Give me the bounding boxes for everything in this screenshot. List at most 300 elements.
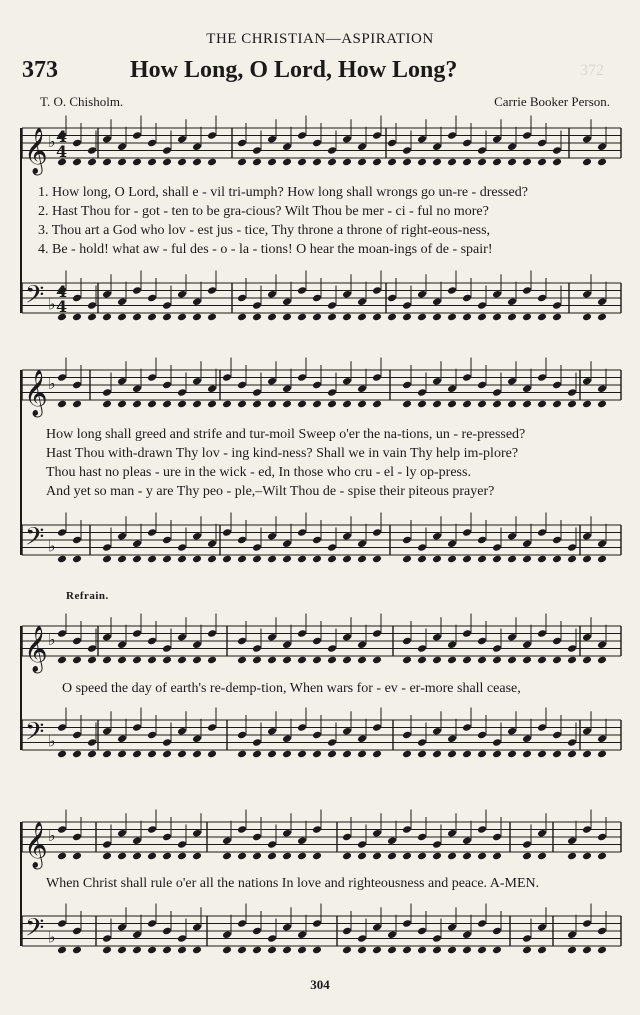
note-head <box>342 852 352 861</box>
note-head <box>192 852 202 861</box>
bass-clef: 𝄢 <box>25 280 45 316</box>
note-head <box>537 313 547 322</box>
note-head <box>192 313 202 322</box>
note-head <box>432 555 442 564</box>
note-head <box>192 400 202 409</box>
note-head <box>492 313 502 322</box>
note-head <box>582 946 592 955</box>
note-head <box>462 750 472 759</box>
time-signature-top: 4 <box>56 127 68 146</box>
note-head <box>87 750 97 759</box>
note-head <box>312 852 322 861</box>
note-head <box>447 852 457 861</box>
note-head <box>252 555 262 564</box>
note-head <box>252 750 262 759</box>
note-head <box>102 852 112 861</box>
note-head <box>597 400 607 409</box>
flat-sign: ♭ <box>48 536 56 556</box>
note-head <box>222 400 232 409</box>
note-head <box>297 946 307 955</box>
note-head <box>252 656 262 665</box>
note-head <box>537 400 547 409</box>
note-head <box>582 158 592 167</box>
note-head <box>462 656 472 665</box>
note-head <box>312 946 322 955</box>
note-head <box>207 313 217 322</box>
note-head <box>267 852 277 861</box>
note-head <box>537 750 547 759</box>
note-head <box>117 313 127 322</box>
note-head <box>567 555 577 564</box>
note-head <box>597 750 607 759</box>
note-head <box>207 656 217 665</box>
note-head <box>342 750 352 759</box>
note-head <box>432 852 442 861</box>
note-head <box>117 158 127 167</box>
note-head <box>147 400 157 409</box>
note-head <box>342 400 352 409</box>
note-head <box>402 158 412 167</box>
note-head <box>237 852 247 861</box>
note-head <box>417 946 427 955</box>
note-head <box>447 400 457 409</box>
note-head <box>237 946 247 955</box>
note-head <box>372 656 382 665</box>
note-head <box>282 400 292 409</box>
note-head <box>162 946 172 955</box>
note-head <box>507 555 517 564</box>
note-head <box>267 946 277 955</box>
note-head <box>387 946 397 955</box>
note-head <box>537 852 547 861</box>
note-head <box>177 158 187 167</box>
note-head <box>57 555 67 564</box>
note-head <box>147 313 157 322</box>
flat-sign: ♭ <box>48 132 56 151</box>
note-head <box>507 656 517 665</box>
note-head <box>432 946 442 955</box>
note-head <box>522 158 532 167</box>
note-head <box>522 555 532 564</box>
note-head <box>372 946 382 955</box>
note-head <box>447 555 457 564</box>
refrain-line-1: O speed the day of earth's re-demp-tion, When wars for - ev - er-more shall cease, <box>62 681 521 696</box>
note-head <box>267 400 277 409</box>
hymn-number: 373 <box>22 57 58 83</box>
note-head <box>447 313 457 322</box>
note-head <box>72 158 82 167</box>
note-head <box>72 313 82 322</box>
note-head <box>207 555 217 564</box>
note-head <box>177 656 187 665</box>
note-head <box>402 946 412 955</box>
note-head <box>507 158 517 167</box>
note-head <box>447 158 457 167</box>
note-head <box>537 656 547 665</box>
note-head <box>552 555 562 564</box>
note-head <box>297 555 307 564</box>
note-head <box>207 158 217 167</box>
note-head <box>492 852 502 861</box>
note-head <box>537 158 547 167</box>
note-head <box>132 158 142 167</box>
note-head <box>477 852 487 861</box>
time-signature-top: 4 <box>56 282 68 301</box>
note-head <box>372 400 382 409</box>
page-number: 304 <box>310 977 330 992</box>
note-head <box>372 750 382 759</box>
note-head <box>342 158 352 167</box>
treble-clef: 𝄞 <box>24 626 48 672</box>
note-head <box>132 946 142 955</box>
note-head <box>192 656 202 665</box>
note-head <box>237 656 247 665</box>
note-head <box>582 313 592 322</box>
note-head <box>522 656 532 665</box>
note-head <box>477 656 487 665</box>
treble-clef: 𝄞 <box>24 822 48 868</box>
bass-clef: 𝄢 <box>25 913 45 949</box>
note-head <box>462 555 472 564</box>
note-head <box>357 750 367 759</box>
note-head <box>432 656 442 665</box>
time-signature-bottom: 4 <box>56 297 68 316</box>
note-head <box>132 656 142 665</box>
note-head <box>567 852 577 861</box>
note-head <box>492 400 502 409</box>
note-head <box>312 158 322 167</box>
note-head <box>372 313 382 322</box>
note-head <box>597 946 607 955</box>
flat-sign: ♭ <box>48 826 56 845</box>
note-head <box>402 313 412 322</box>
note-head <box>252 400 262 409</box>
note-head <box>177 555 187 564</box>
note-head <box>162 158 172 167</box>
verse-2-line-2: Hast Thou with-drawn Thy lov - ing kind-ness? Shall we in vain Thy help im-plore? <box>46 446 519 461</box>
note-head <box>597 555 607 564</box>
note-head <box>207 400 217 409</box>
note-head <box>312 313 322 322</box>
note-head <box>387 158 397 167</box>
note-head <box>282 158 292 167</box>
note-head <box>477 555 487 564</box>
note-head <box>417 555 427 564</box>
note-head <box>267 750 277 759</box>
note-head <box>282 852 292 861</box>
note-head <box>117 555 127 564</box>
bleed-through-number: 372 <box>580 62 604 79</box>
note-head <box>462 852 472 861</box>
note-head <box>72 656 82 665</box>
hymn-author: T. O. Chisholm. <box>40 94 124 109</box>
note-head <box>552 656 562 665</box>
note-head <box>102 750 112 759</box>
note-head <box>582 400 592 409</box>
note-head <box>312 400 322 409</box>
note-head <box>282 946 292 955</box>
note-head <box>477 158 487 167</box>
note-head <box>57 400 67 409</box>
refrain-line-2: When Christ shall rule o'er all the nations In love and righteousness and peace. A-MEN. <box>46 876 540 891</box>
note-head <box>567 400 577 409</box>
note-head <box>282 750 292 759</box>
note-head <box>582 555 592 564</box>
note-head <box>237 158 247 167</box>
note-head <box>492 946 502 955</box>
time-signature-bottom: 4 <box>56 142 68 161</box>
note-head <box>417 656 427 665</box>
note-head <box>252 313 262 322</box>
note-head <box>402 852 412 861</box>
note-head <box>297 400 307 409</box>
note-head <box>417 852 427 861</box>
note-head <box>72 555 82 564</box>
note-head <box>357 852 367 861</box>
treble-clef: 𝄞 <box>24 128 48 174</box>
note-head <box>162 852 172 861</box>
note-head <box>57 656 67 665</box>
note-head <box>372 158 382 167</box>
note-head <box>597 656 607 665</box>
note-head <box>297 158 307 167</box>
note-head <box>72 750 82 759</box>
note-head <box>342 946 352 955</box>
note-head <box>522 852 532 861</box>
note-head <box>387 852 397 861</box>
note-head <box>117 656 127 665</box>
note-head <box>282 555 292 564</box>
treble-clef: 𝄞 <box>24 370 48 416</box>
note-head <box>57 750 67 759</box>
note-head <box>87 158 97 167</box>
note-head <box>102 158 112 167</box>
note-head <box>357 313 367 322</box>
note-head <box>567 656 577 665</box>
flat-sign: ♭ <box>48 927 56 947</box>
note-head <box>117 750 127 759</box>
note-head <box>432 158 442 167</box>
note-head <box>402 750 412 759</box>
note-head <box>117 852 127 861</box>
note-head <box>537 555 547 564</box>
note-head <box>117 400 127 409</box>
note-head <box>462 313 472 322</box>
note-head <box>597 158 607 167</box>
note-head <box>312 656 322 665</box>
bass-clef: 𝄢 <box>25 522 45 558</box>
note-head <box>72 852 82 861</box>
note-head <box>387 313 397 322</box>
note-head <box>327 313 337 322</box>
note-head <box>162 750 172 759</box>
hymn-composer: Carrie Booker Person. <box>494 94 610 109</box>
note-head <box>102 656 112 665</box>
note-head <box>207 750 217 759</box>
note-head <box>327 555 337 564</box>
note-head <box>462 400 472 409</box>
note-head <box>372 555 382 564</box>
note-head <box>102 555 112 564</box>
note-head <box>417 750 427 759</box>
note-head <box>372 852 382 861</box>
note-head <box>267 656 277 665</box>
note-head <box>102 313 112 322</box>
note-head <box>357 946 367 955</box>
note-head <box>492 750 502 759</box>
note-head <box>507 313 517 322</box>
note-head <box>147 656 157 665</box>
note-head <box>282 656 292 665</box>
note-head <box>252 852 262 861</box>
note-head <box>432 400 442 409</box>
flat-sign: ♭ <box>48 374 56 393</box>
note-head <box>327 400 337 409</box>
note-head <box>357 555 367 564</box>
verse-3-line-2: Thou hast no pleas - ure in the wick - ed, In those who cru - el - ly op-press. <box>46 465 471 480</box>
note-head <box>177 750 187 759</box>
verse-2-line-1: 2. Hast Thou for - got - ten to be gra-cious? Wilt Thou be mer - ci - ful no more? <box>38 204 489 219</box>
note-head <box>447 656 457 665</box>
note-head <box>357 400 367 409</box>
verse-1-line-1: 1. How long, O Lord, shall e - vil tri-umph? How long shall wrongs go un-re - dressed? <box>38 185 528 200</box>
note-head <box>72 946 82 955</box>
note-head <box>357 656 367 665</box>
note-head <box>132 852 142 861</box>
note-head <box>177 946 187 955</box>
note-head <box>132 555 142 564</box>
note-head <box>87 313 97 322</box>
note-head <box>102 946 112 955</box>
note-head <box>177 400 187 409</box>
note-head <box>492 555 502 564</box>
verse-1-line-2: How long shall greed and strife and tur-moil Sweep o'er the na-tions, un - re-pressed? <box>46 427 526 442</box>
note-head <box>477 946 487 955</box>
note-head <box>162 400 172 409</box>
note-head <box>417 313 427 322</box>
note-head <box>342 656 352 665</box>
note-head <box>522 313 532 322</box>
note-head <box>72 400 82 409</box>
note-head <box>147 555 157 564</box>
verse-4-line-1: 4. Be - hold! what aw - ful des - o - la - tions! O hear the moan-ings of de - spair! <box>38 242 493 257</box>
note-head <box>192 946 202 955</box>
note-head <box>147 158 157 167</box>
note-head <box>447 946 457 955</box>
note-head <box>312 555 322 564</box>
note-head <box>147 852 157 861</box>
note-head <box>192 555 202 564</box>
bass-clef: 𝄢 <box>25 717 45 753</box>
note-head <box>237 555 247 564</box>
note-head <box>537 946 547 955</box>
note-head <box>552 158 562 167</box>
note-head <box>132 313 142 322</box>
note-head <box>492 158 502 167</box>
note-head <box>507 400 517 409</box>
note-head <box>237 400 247 409</box>
note-head <box>342 555 352 564</box>
note-head <box>552 313 562 322</box>
note-head <box>597 313 607 322</box>
note-head <box>252 946 262 955</box>
note-head <box>492 656 502 665</box>
note-head <box>222 852 232 861</box>
note-head <box>297 656 307 665</box>
section-header: THE CHRISTIAN—ASPIRATION <box>206 31 434 47</box>
note-head <box>297 750 307 759</box>
note-head <box>192 158 202 167</box>
note-head <box>552 750 562 759</box>
note-head <box>417 400 427 409</box>
verse-4-line-2: And yet so man - y are Thy peo - ple,–Wilt Thou de - spise their piteous prayer? <box>46 484 495 499</box>
note-head <box>477 313 487 322</box>
note-head <box>447 750 457 759</box>
note-head <box>327 158 337 167</box>
note-head <box>417 158 427 167</box>
note-head <box>132 400 142 409</box>
flat-sign: ♭ <box>48 731 56 751</box>
note-head <box>552 400 562 409</box>
note-head <box>327 656 337 665</box>
note-head <box>522 946 532 955</box>
note-head <box>162 313 172 322</box>
note-head <box>162 656 172 665</box>
note-head <box>57 946 67 955</box>
note-head <box>507 750 517 759</box>
flat-sign: ♭ <box>48 630 56 649</box>
note-head <box>192 750 202 759</box>
note-head <box>87 656 97 665</box>
note-head <box>342 313 352 322</box>
note-head <box>267 313 277 322</box>
note-head <box>522 750 532 759</box>
note-head <box>597 852 607 861</box>
note-head <box>117 946 127 955</box>
note-head <box>402 656 412 665</box>
note-head <box>252 158 262 167</box>
note-head <box>582 852 592 861</box>
note-head <box>102 400 112 409</box>
note-head <box>522 400 532 409</box>
note-head <box>147 946 157 955</box>
note-head <box>132 750 142 759</box>
note-head <box>297 852 307 861</box>
note-head <box>162 555 172 564</box>
note-head <box>327 750 337 759</box>
note-head <box>402 555 412 564</box>
note-head <box>222 946 232 955</box>
note-head <box>237 313 247 322</box>
note-head <box>177 313 187 322</box>
note-head <box>477 400 487 409</box>
note-head <box>297 313 307 322</box>
note-head <box>312 750 322 759</box>
note-head <box>567 750 577 759</box>
note-head <box>432 750 442 759</box>
note-head <box>267 555 277 564</box>
note-head <box>432 313 442 322</box>
note-head <box>462 158 472 167</box>
note-head <box>582 656 592 665</box>
note-head <box>357 158 367 167</box>
note-head <box>237 750 247 759</box>
note-head <box>402 400 412 409</box>
note-head <box>582 750 592 759</box>
verse-3-line-1: 3. Thou art a God who lov - est jus - tice, Thy throne a throne of right-eous-ness, <box>38 223 491 238</box>
note-head <box>567 946 577 955</box>
note-head <box>282 313 292 322</box>
